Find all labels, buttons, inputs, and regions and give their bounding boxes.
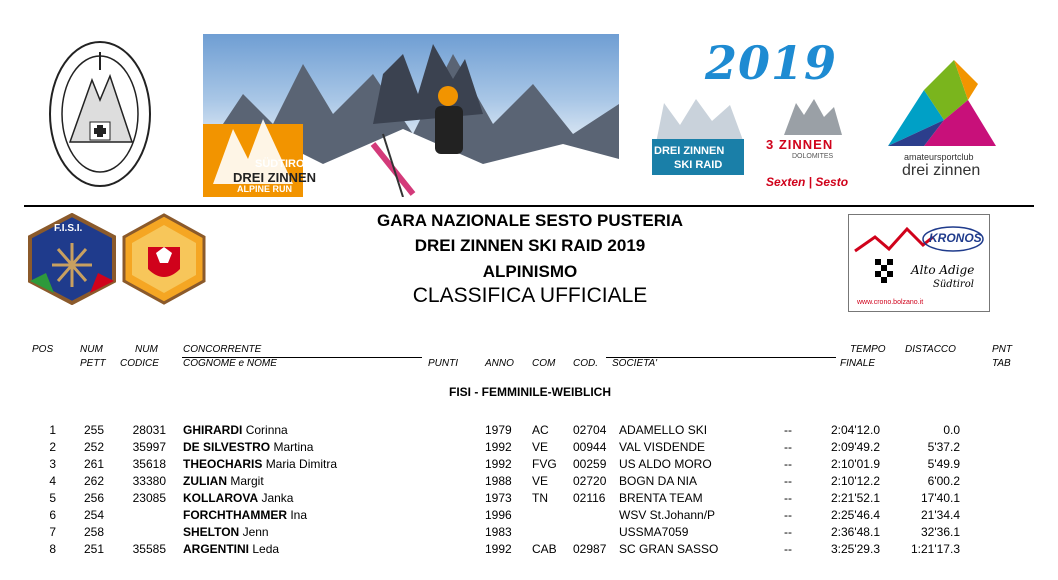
3-zinnen-title: 3 ZINNEN xyxy=(766,137,834,152)
result-cod: 02720 xyxy=(573,474,607,488)
amateur-line1: amateursportclub xyxy=(904,152,974,162)
result-cod: 00259 xyxy=(573,457,607,471)
result-dash: -- xyxy=(784,542,792,556)
table-row xyxy=(0,457,1058,474)
result-surname: KOLLAROVA xyxy=(183,491,259,505)
header-tempo: TEMPO xyxy=(850,344,886,355)
result-cod: 02704 xyxy=(573,423,607,437)
result-cod: 02116 xyxy=(573,491,606,505)
event-banner-photo xyxy=(203,34,619,197)
result-competitor xyxy=(183,525,269,539)
result-pos: 8 xyxy=(49,542,56,556)
result-surname: FORCHTHAMMER xyxy=(183,508,287,522)
banner-text-sudtirol: SÜDTIROL xyxy=(255,158,312,170)
table-row xyxy=(0,542,1058,559)
bergrettung-logo xyxy=(40,30,160,200)
result-surname: ARGENTINI xyxy=(183,542,249,556)
result-dash: -- xyxy=(784,525,792,539)
result-tempo: 2:10'01.9 xyxy=(830,457,880,471)
result-codice: 23085 xyxy=(132,491,166,505)
result-anno: 1992 xyxy=(485,542,512,556)
result-firstname: Leda xyxy=(252,542,280,556)
table-row xyxy=(0,491,1058,508)
result-pos: 6 xyxy=(49,508,56,522)
result-firstname: Maria Dimitra xyxy=(265,457,338,471)
table-row xyxy=(0,525,1058,542)
result-anno: 1988 xyxy=(485,474,512,488)
result-societa: BOGN DA NIA xyxy=(619,474,698,488)
table-row xyxy=(0,474,1058,491)
result-pett: 262 xyxy=(83,474,104,488)
result-tempo: 2:25'46.4 xyxy=(830,508,880,522)
result-distacco: 5'49.9 xyxy=(927,457,960,471)
result-dash: -- xyxy=(784,457,792,471)
fisi-logo-text: F.I.S.I. xyxy=(54,223,83,234)
header-anno: ANNO xyxy=(485,358,514,369)
result-codice: 28031 xyxy=(132,423,166,437)
banner-text-drei-zinnen: DREI ZINNEN xyxy=(233,170,317,185)
result-surname: THEOCHARIS xyxy=(183,457,263,471)
result-tempo: 2:36'48.1 xyxy=(830,525,880,539)
category-title: FISI - FEMMINILE-WEIBLICH xyxy=(449,385,611,399)
result-competitor xyxy=(183,423,288,437)
header-codice: CODICE xyxy=(120,358,159,369)
dz-logo-line2: SKI RAID xyxy=(674,159,723,171)
result-societa: WSV St.Johann/P xyxy=(619,508,716,522)
drei-zinnen-ski-raid-logo xyxy=(650,95,750,195)
result-anno: 1979 xyxy=(485,423,512,437)
result-societa: ADAMELLO SKI xyxy=(619,423,708,437)
result-pett: 254 xyxy=(83,508,104,522)
result-dash: -- xyxy=(784,474,792,488)
result-tempo: 3:25'29.3 xyxy=(830,542,880,556)
result-dash: -- xyxy=(784,423,792,437)
result-societa: US ALDO MORO xyxy=(619,457,712,471)
header-pnt: PNT xyxy=(992,344,1012,355)
title-line-1: GARA NAZIONALE SESTO PUSTERIA xyxy=(376,211,684,230)
result-competitor xyxy=(183,474,264,488)
result-pos: 2 xyxy=(49,440,56,454)
dz-logo-line1: DREI ZINNEN xyxy=(654,145,725,157)
kronos-alto-adige: Alto Adige xyxy=(911,263,975,277)
result-codice: 35618 xyxy=(132,457,166,471)
result-societa: USSMA7059 xyxy=(619,525,689,539)
result-tempo: 2:10'12.2 xyxy=(830,474,880,488)
result-com: TN xyxy=(532,491,548,505)
result-societa: SC GRAN SASSO xyxy=(619,542,719,556)
result-dash: -- xyxy=(784,491,792,505)
result-cod: 02987 xyxy=(573,542,607,556)
header-pos: POS xyxy=(32,344,54,355)
kronos-title: KRONOS xyxy=(929,231,982,245)
result-pos: 5 xyxy=(49,491,56,505)
header-num-codice: NUM xyxy=(135,344,158,355)
header-tab: TAB xyxy=(992,358,1011,369)
result-firstname: Jenn xyxy=(242,525,269,539)
sexten-sesto-text: Sexten | Sesto xyxy=(766,175,849,189)
header-finale: FINALE xyxy=(840,358,876,369)
header-punti: PUNTI xyxy=(428,358,458,369)
table-row xyxy=(0,423,1058,440)
title-line-2: DREI ZINNEN SKI RAID 2019 xyxy=(414,236,646,255)
result-anno: 1996 xyxy=(485,508,512,522)
3-zinnen-subtitle: DOLOMITES xyxy=(792,153,834,160)
result-surname: GHIRARDI xyxy=(183,423,243,437)
result-cod: 00944 xyxy=(573,440,607,454)
result-societa: BRENTA TEAM xyxy=(619,491,703,505)
result-com: FVG xyxy=(532,457,557,471)
result-surname: ZULIAN xyxy=(183,474,227,488)
result-competitor xyxy=(183,457,337,471)
result-anno: 1992 xyxy=(485,440,512,454)
result-firstname: Corinna xyxy=(245,423,288,437)
event-year: 2019 xyxy=(705,36,838,90)
result-anno: 1992 xyxy=(485,457,512,471)
result-competitor xyxy=(183,542,279,556)
result-surname: SHELTON xyxy=(183,525,240,539)
result-distacco: 6'00.2 xyxy=(927,474,960,488)
header-cod: COD. xyxy=(573,358,598,369)
table-row xyxy=(0,440,1058,457)
fisi-alto-adige-logo xyxy=(120,213,208,305)
result-firstname: Margit xyxy=(230,474,264,488)
result-pett: 251 xyxy=(83,542,104,556)
banner-text-alpine-run: ALPINE RUN xyxy=(237,184,293,194)
result-distacco: 0.0 xyxy=(943,423,960,437)
result-pett: 258 xyxy=(83,525,104,539)
result-pos: 1 xyxy=(49,423,56,437)
result-distacco: 32'36.1 xyxy=(921,525,960,539)
result-pett: 256 xyxy=(83,491,104,505)
result-com: CAB xyxy=(532,542,557,556)
result-distacco: 5'37.2 xyxy=(927,440,960,454)
result-distacco: 17'40.1 xyxy=(921,491,960,505)
header-cognome-nome: COGNOME e NOME xyxy=(183,358,277,369)
header-distacco: DISTACCO xyxy=(905,344,956,355)
result-firstname: Janka xyxy=(261,491,294,505)
result-distacco: 21'34.4 xyxy=(921,508,960,522)
3-zinnen-dolomites-logo xyxy=(762,95,862,195)
result-surname: DE SILVESTRO xyxy=(183,440,271,454)
result-tempo: 2:21'52.1 xyxy=(830,491,880,505)
result-codice: 35585 xyxy=(132,542,166,556)
fisi-logo xyxy=(26,213,118,305)
result-pos: 7 xyxy=(49,525,56,539)
result-pett: 261 xyxy=(83,457,104,471)
title-classifica: CLASSIFICA UFFICIALE xyxy=(412,284,648,307)
result-pett: 252 xyxy=(83,440,104,454)
result-anno: 1973 xyxy=(485,491,512,505)
kronos-url: www.crono.bolzano.it xyxy=(857,299,924,306)
result-pos: 3 xyxy=(49,457,56,471)
result-competitor xyxy=(183,491,293,505)
result-codice: 33380 xyxy=(132,474,166,488)
header-concorrente: CONCORRENTE xyxy=(183,344,262,355)
result-dash: -- xyxy=(784,508,792,522)
title-line-3: ALPINISMO xyxy=(482,262,578,281)
kronos-logo xyxy=(848,214,990,312)
result-distacco: 1:21'17.3 xyxy=(910,542,960,556)
result-tempo: 2:04'12.0 xyxy=(830,423,880,437)
amateursportclub-drei-zinnen-logo xyxy=(884,50,1004,190)
result-societa: VAL VISDENDE xyxy=(619,440,706,454)
result-pett: 255 xyxy=(83,423,104,437)
result-pos: 4 xyxy=(49,474,56,488)
result-com: VE xyxy=(532,474,549,488)
kronos-sudtirol: Südtirol xyxy=(933,279,974,290)
result-firstname: Martina xyxy=(273,440,314,454)
result-com: VE xyxy=(532,440,549,454)
result-competitor xyxy=(183,508,307,522)
result-firstname: Ina xyxy=(290,508,308,522)
header-com: COM xyxy=(532,358,556,369)
result-dash: -- xyxy=(784,440,792,454)
result-com: AC xyxy=(532,423,549,437)
result-tempo: 2:09'49.2 xyxy=(830,440,880,454)
header-societa: SOCIETA' xyxy=(612,358,658,369)
result-competitor xyxy=(183,440,313,454)
amateur-line2: drei zinnen xyxy=(902,162,981,179)
header-divider xyxy=(24,205,1034,207)
header-num-pett: NUM xyxy=(80,344,103,355)
table-row xyxy=(0,508,1058,525)
result-anno: 1983 xyxy=(485,525,512,539)
result-codice: 35997 xyxy=(132,440,166,454)
header-pett: PETT xyxy=(80,358,106,369)
